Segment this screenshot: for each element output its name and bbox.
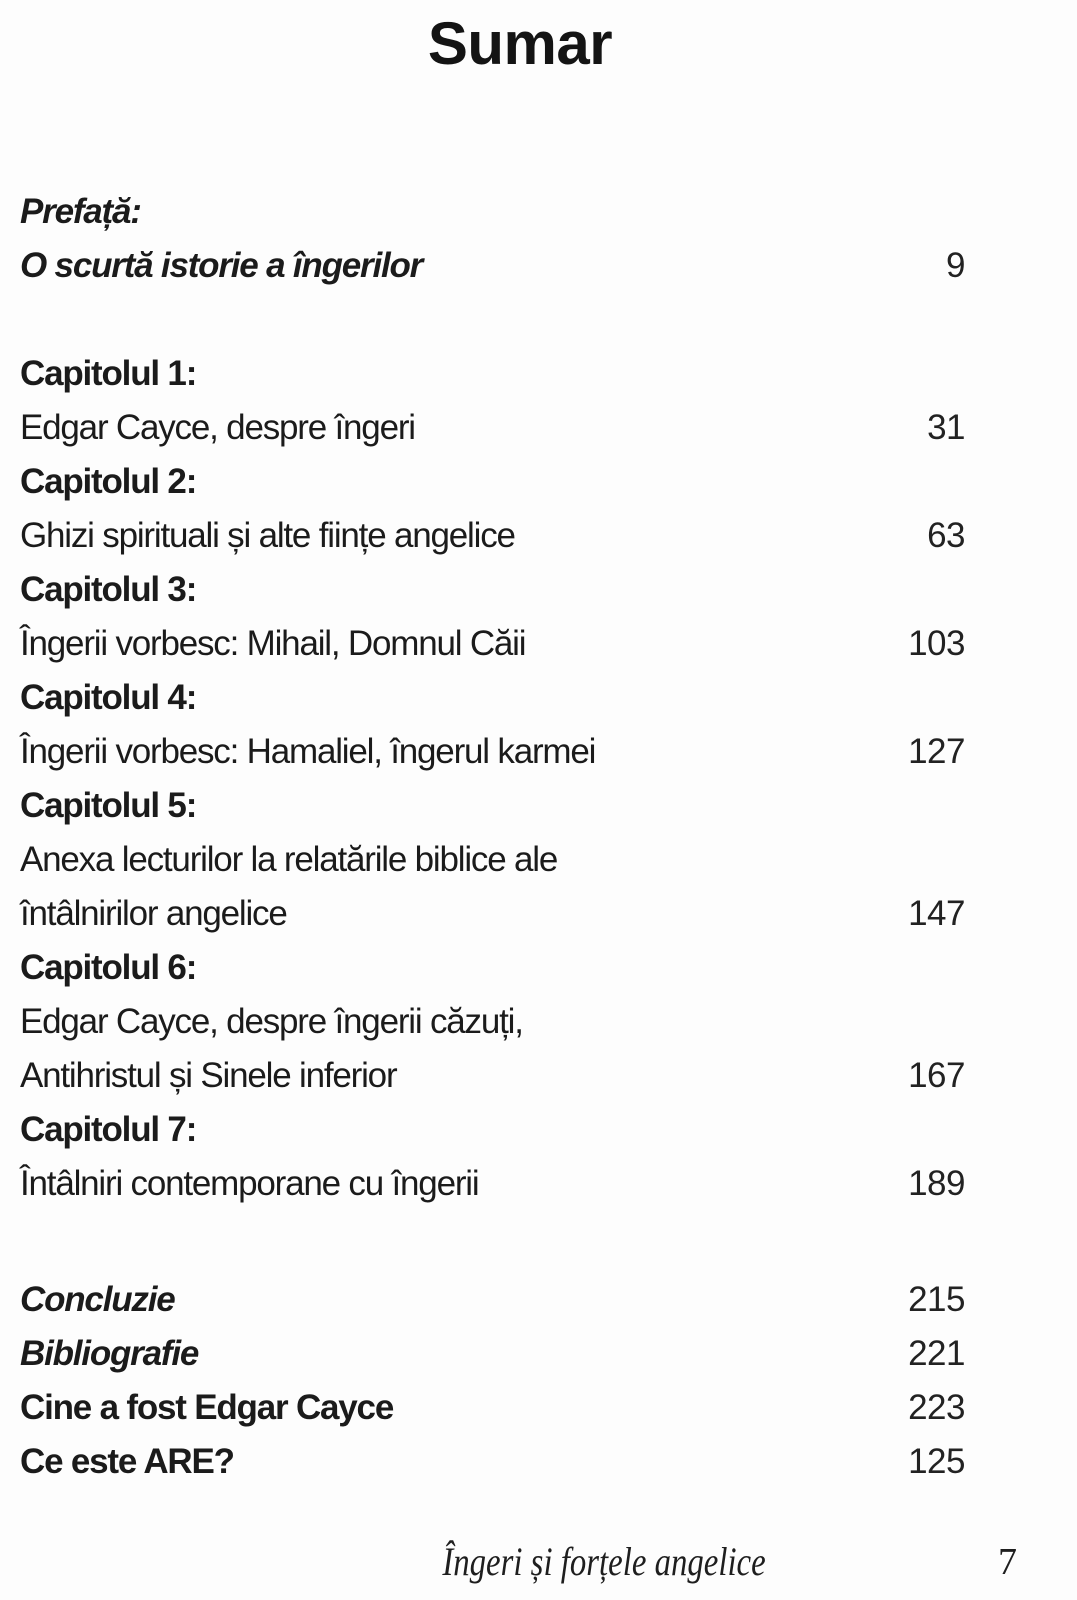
toc-entry-label: Ghizi spirituali și alte ființe angelice xyxy=(20,516,515,555)
toc-chapter-heading-row xyxy=(20,563,965,617)
toc-entry-label: Îngerii vorbesc: Mihail, Domnul Căii xyxy=(20,624,526,663)
toc-entry-row xyxy=(20,401,965,455)
toc-entry-label: Întâlniri contemporane cu îngerii xyxy=(20,1164,479,1203)
toc-entry-label: Capitolul 6: xyxy=(20,948,197,987)
toc-list xyxy=(20,185,965,1489)
toc-entry-label: Ce este ARE? xyxy=(20,1442,234,1481)
toc-entry-label: Anexa lecturilor la relatările biblice ale xyxy=(20,840,558,879)
toc-page-number: 147 xyxy=(908,894,965,933)
toc-entry-row xyxy=(20,1435,965,1489)
toc-entry-row xyxy=(20,887,965,941)
running-book-title: Îngeri și forțele angelice xyxy=(441,1539,766,1584)
page-title: Sumar xyxy=(427,10,613,77)
toc-page-number: 103 xyxy=(908,624,965,663)
toc-page-number: 215 xyxy=(908,1280,965,1319)
toc-entry-row xyxy=(20,1273,965,1327)
toc-entry-label: O scurtă istorie a îngerilor xyxy=(20,246,423,285)
toc-entry-label: Bibliografie xyxy=(20,1334,199,1373)
toc-entry-label: Edgar Cayce, despre îngeri xyxy=(20,408,415,447)
toc-page-number: 221 xyxy=(908,1334,965,1373)
toc-page-number: 63 xyxy=(927,516,965,555)
toc-entry-label: Capitolul 5: xyxy=(20,786,197,825)
toc-entry-label: Capitolul 4: xyxy=(20,678,197,717)
toc-entry-row xyxy=(20,1381,965,1435)
toc-entry-label: Capitolul 3: xyxy=(20,570,197,609)
toc-page-number: 223 xyxy=(908,1388,965,1427)
toc-chapter-heading-row xyxy=(20,347,965,401)
toc-entry-label: Edgar Cayce, despre îngerii căzuți, xyxy=(20,1002,523,1041)
toc-entry-label: Capitolul 7: xyxy=(20,1110,197,1149)
toc-entry-label: Capitolul 2: xyxy=(20,462,197,501)
toc-page-number: 9 xyxy=(946,246,965,285)
toc-entry-label: Capitolul 1: xyxy=(20,354,197,393)
toc-entry-row xyxy=(20,725,965,779)
toc-page-number: 127 xyxy=(908,732,965,771)
toc-chapter-heading-row xyxy=(20,941,965,995)
toc-chapter-heading-row xyxy=(20,1103,965,1157)
toc-entry-row xyxy=(20,1157,965,1211)
toc-entry-row xyxy=(20,1049,965,1103)
toc-entry-label: întâlnirilor angelice xyxy=(20,894,287,933)
toc-page-number: 31 xyxy=(927,408,965,447)
folio-page-number: 7 xyxy=(998,1541,1017,1583)
toc-entry-label: Concluzie xyxy=(20,1280,175,1319)
toc-entry-row xyxy=(20,617,965,671)
toc-chapter-heading-row xyxy=(20,671,965,725)
toc-entry-row xyxy=(20,995,965,1049)
toc-entry-row xyxy=(20,1327,965,1381)
toc-entry-row xyxy=(20,833,965,887)
toc-entry-row xyxy=(20,185,965,239)
toc-entry-label: Antihristul și Sinele inferior xyxy=(20,1056,397,1095)
toc-chapter-heading-row xyxy=(20,779,965,833)
toc-chapter-heading-row xyxy=(20,455,965,509)
toc-entry-label: Prefață: xyxy=(20,192,141,231)
toc-page-number: 167 xyxy=(908,1056,965,1095)
toc-page-number: 125 xyxy=(908,1442,965,1481)
toc-entry-row xyxy=(20,239,965,293)
toc-entry-row xyxy=(20,509,965,563)
toc-entry-label: Îngerii vorbesc: Hamaliel, îngerul karmei xyxy=(20,732,596,771)
page-footer xyxy=(0,1536,1077,1592)
toc-page-number: 189 xyxy=(908,1164,965,1203)
toc-entry-label: Cine a fost Edgar Cayce xyxy=(20,1388,394,1427)
